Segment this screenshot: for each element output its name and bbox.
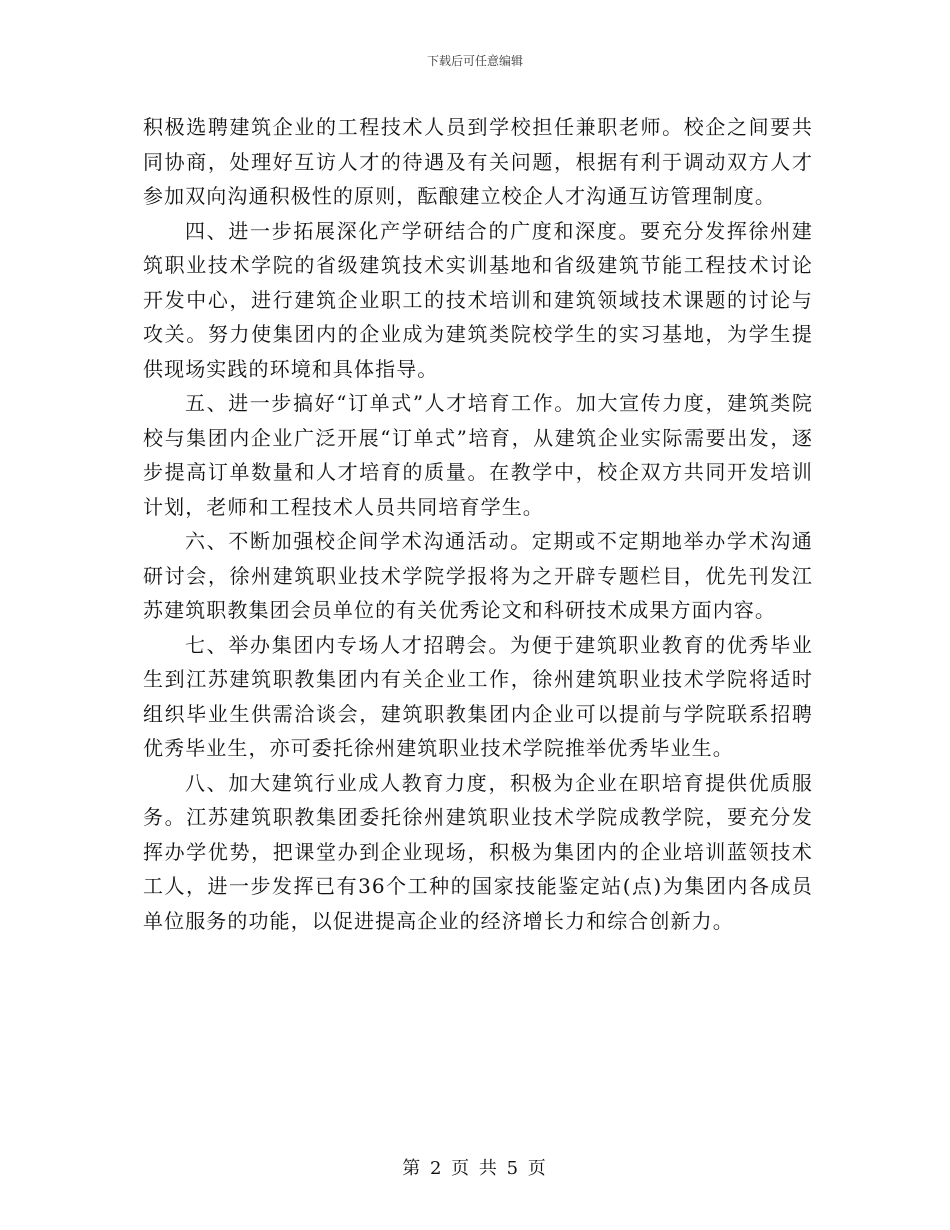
page-header: 下载后可任意编辑 (426, 54, 523, 68)
paragraph-item-6: 六、不断加强校企间学术沟通活动。定期或不定期地举办学术沟通研讨会，徐州建筑职业技术学院学报将为之开辟专题栏目，优先刊发江苏建筑职教集团会员单位的有关优秀论文和科研技术成果方面内容。 (143, 529, 813, 622)
document-body (143, 110, 813, 938)
page-number-footer: 第 2 页 共 5 页 (402, 1158, 548, 1179)
paragraph-item-8: 八、加大建筑行业成人教育力度，积极为企业在职培育提供优质服务。江苏建筑职教集团委托徐州建筑职业技术学院成教学院，要充分发挥办学优势，把课堂办到企业现场，积极为集团内的企业培训蓝领技术工人，进一步发挥已有36个工种的国家技能鉴定站(点)为集团内各成员单位服务的功能，以促进提高企业的经济增长力和综合创新力。 (143, 770, 813, 933)
paragraph-item-7: 七、举办集团内专场人才招聘会。为便于建筑职业教育的优秀毕业生到江苏建筑职教集团内有关企业工作，徐州建筑职业技术学院将适时组织毕业生供需洽谈会，建筑职教集团内企业可以提前与学院联系招聘优秀毕业生，亦可委托徐州建筑职业技术学院推举优秀毕业生。 (143, 632, 813, 760)
paragraph-item-4: 四、进一步拓展深化产学研结合的广度和深度。要充分发挥徐州建筑职业技术学院的省级建筑技术实训基地和省级建筑节能工程技术讨论开发中心，进行建筑企业职工的技术培训和建筑领域技术课题的讨论与攻关。努力使集团内的企业成为建筑类院校学生的实习基地，为学生提供现场实践的环境和具体指导。 (143, 218, 813, 381)
paragraph-continuation: 积极选聘建筑企业的工程技术人员到学校担任兼职老师。校企之间要共同协商，处理好互访人才的待遇及有关问题，根据有利于调动双方人才参加双向沟通积极性的原则，酝酿建立校企人才沟通互访管理制度。 (143, 115, 813, 208)
paragraph-item-5: 五、进一步搞好“订单式”人才培育工作。加大宣传力度，建筑类院校与集团内企业广泛开展“订单式”培育，从建筑企业实际需要出发，逐步提高订单数量和人才培育的质量。在教学中，校企双方共同开发培训计划，老师和工程技术人员共同培育学生。 (143, 391, 813, 519)
